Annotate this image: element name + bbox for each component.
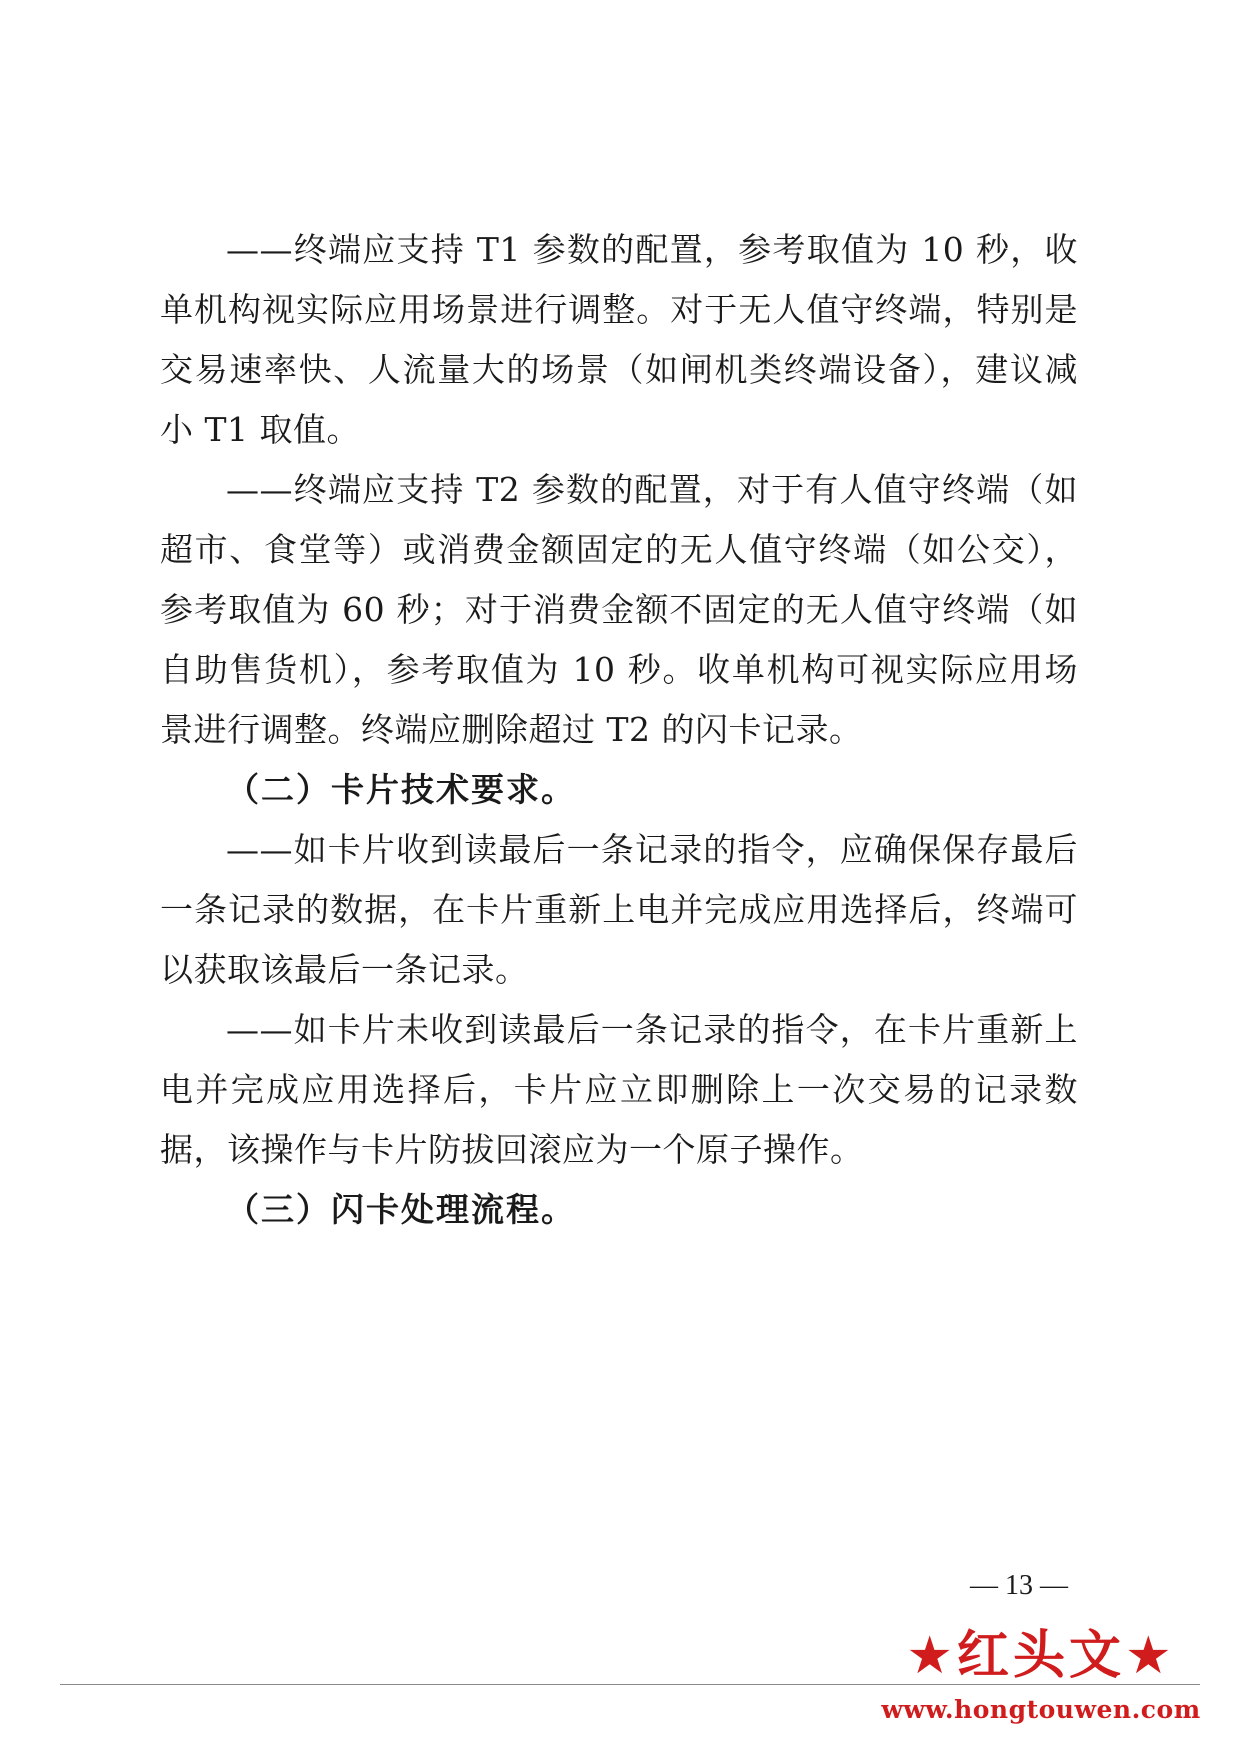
page-number: — 13 — bbox=[970, 1570, 1068, 1601]
section-heading-flash-card-process: （三）闪卡处理流程。 bbox=[226, 1190, 576, 1229]
paragraph-t2-config: ——终端应支持 T2 参数的配置，对于有人值守终端（如超市、食堂等）或消费金额固定的无人值守终端（如公交），参考取值为 60 秒；对于消费金额不固定的无人值守终端（如自助售货机），参考取值为 10 秒。收单机构可视实际应用场景进行调整。终端应删除超过 T2 的闪卡记录。 bbox=[160, 470, 1078, 749]
paragraph-card-no-read-instruction: ——如卡片未收到读最后一条记录的指令，在卡片重新上电并完成应用选择后，卡片应立即删除上一次交易的记录数据，该操作与卡片防拔回滚应为一个原子操作。 bbox=[160, 1010, 1078, 1169]
section-heading-card-requirements: （二）卡片技术要求。 bbox=[226, 770, 576, 809]
paragraph-t1-config: ——终端应支持 T1 参数的配置，参考取值为 10 秒，收单机构视实际应用场景进行调整。对于无人值守终端，特别是交易速率快、人流量大的场景（如闸机类终端设备），建议减小 T1 取值。 bbox=[160, 230, 1078, 449]
watermark-url: www.hongtouwen.com bbox=[881, 1695, 1201, 1724]
watermark-title-row bbox=[861, 1618, 1221, 1694]
document-body bbox=[160, 220, 1078, 1240]
paragraph-card-read-instruction: ——如卡片收到读最后一条记录的指令，应确保保存最后一条记录的数据，在卡片重新上电并完成应用选择后，终端可以获取该最后一条记录。 bbox=[160, 830, 1078, 989]
watermark-logo bbox=[861, 1618, 1221, 1748]
star-icon: ★ bbox=[1125, 1626, 1176, 1686]
star-icon: ★ bbox=[906, 1626, 957, 1686]
watermark-title: 红头文 bbox=[956, 1626, 1125, 1686]
